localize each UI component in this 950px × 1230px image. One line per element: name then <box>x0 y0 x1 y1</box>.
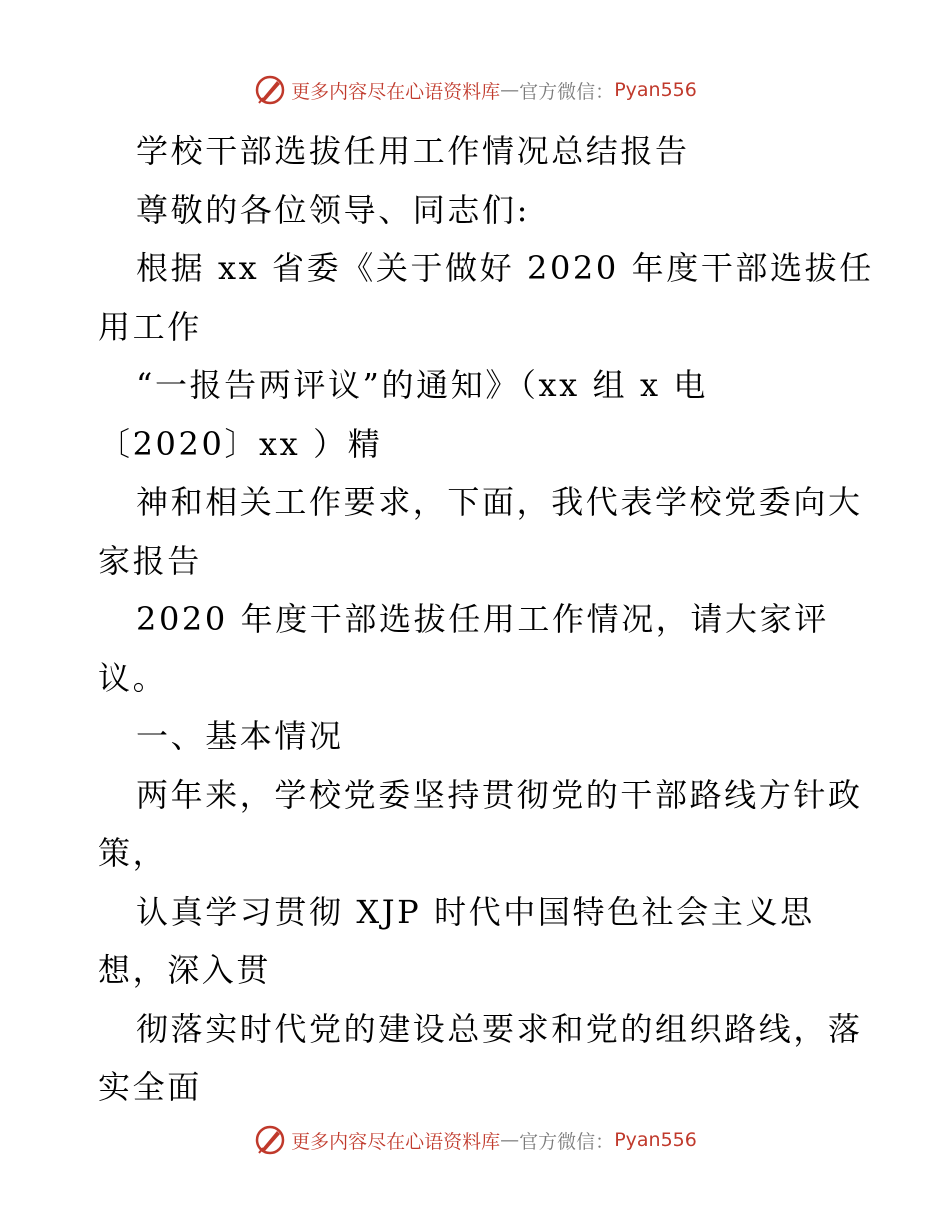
banner-wechat-id: Pyan556 <box>614 1129 697 1151</box>
quill-pen-logo-icon <box>253 1123 287 1157</box>
text-line: 议。 <box>98 658 168 697</box>
text-line: 认真学习贯彻 XJP 时代中国特色社会主义思 <box>136 892 815 931</box>
text-line: 神和相关工作要求，下面，我代表学校党委向大 <box>136 483 863 521</box>
text-line: 策， <box>98 834 168 872</box>
quill-pen-logo-icon <box>253 73 287 107</box>
text-line: “一报告两评议”的通知》（xx 组 x 电 <box>136 366 708 404</box>
text-line: 家报告 <box>98 541 202 580</box>
banner-wechat-label: 官方微信： <box>519 1130 615 1153</box>
banner-text: 更多内容尽在心语资料库 <box>291 1130 501 1153</box>
text-line: 根据 xx 省委《关于做好 2020 年度干部选拔任 <box>136 249 874 287</box>
footer-watermark-banner <box>0 1122 950 1158</box>
text-line: 实全面 <box>98 1068 202 1106</box>
text-line: 〔2020〕xx ）精 <box>98 424 383 463</box>
header-watermark-banner <box>0 72 950 108</box>
text-line: 用工作 <box>98 307 202 346</box>
text-line: 想，深入贯 <box>98 951 272 989</box>
banner-wechat-id: Pyan556 <box>614 79 697 101</box>
text-line: 两年来，学校党委坚持贯彻党的干部路线方针政 <box>136 775 863 814</box>
section-heading: 一、基本情况 <box>136 717 344 755</box>
document-body <box>98 122 874 1117</box>
banner-dash: — <box>500 1129 520 1151</box>
banner-text: 更多内容尽在心语资料库 <box>291 80 501 103</box>
document-title: 学校干部选拔任用工作情况总结报告 <box>136 132 690 170</box>
text-line: 彻落实时代党的建设总要求和党的组织路线，落 <box>136 1009 863 1048</box>
text-line: 2020 年度干部选拔任用工作情况，请大家评 <box>136 600 829 638</box>
salutation: 尊敬的各位领导、同志们: <box>136 190 530 229</box>
banner-dash: — <box>500 79 520 101</box>
banner-wechat-label: 官方微信： <box>519 80 615 103</box>
